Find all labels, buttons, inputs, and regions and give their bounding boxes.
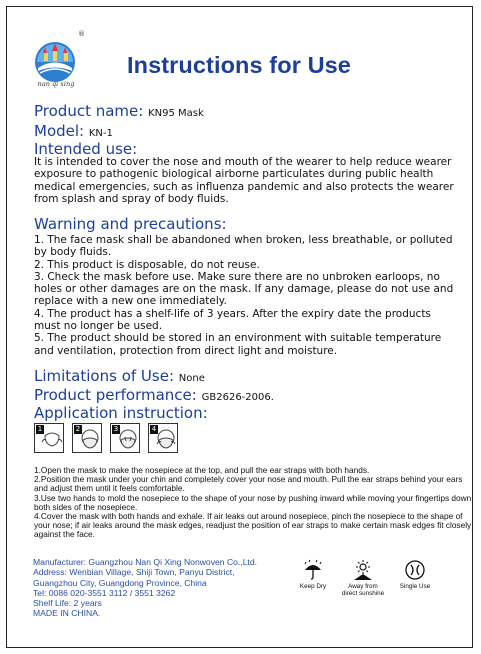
step-number: 3 xyxy=(113,425,119,433)
application-step: 1.Open the mask to make the nosepiece at the top, and pull the ear straps with both hands. xyxy=(34,465,370,475)
registered-mark: ® xyxy=(78,30,85,38)
product-name-value: KN95 Mask xyxy=(148,108,204,119)
performance-value: GB2626-2006. xyxy=(201,392,274,403)
page-title: Instructions for Use xyxy=(127,52,351,78)
application-step: 2.Position the mask under your chin and completely cover your nose and mouth. Pull the ear straps behind your ears and adjust them until it feels comfortable. xyxy=(34,474,463,494)
step-4-illustration xyxy=(148,423,178,453)
step-3-illustration xyxy=(110,423,140,453)
performance-label: Product performance: xyxy=(34,386,197,404)
model-label: Model: xyxy=(34,122,85,140)
away-from-sunshine-symbol xyxy=(333,559,393,597)
step-number: 2 xyxy=(75,425,81,433)
umbrella-icon xyxy=(302,559,324,581)
manufacturer-line: Address: Wenbian Village, Shiji Town, Panyu District, xyxy=(33,567,235,578)
manufacturer-line: Tel: 0086 020-3551 3112 / 3551 3262 xyxy=(33,587,176,598)
step-number: 4 xyxy=(151,425,157,433)
application-step: 3.Use two hands to mold the nosepiece to the shape of your nose by pushing inward while moving your fingertips down both sides of the nosepiece. xyxy=(34,492,472,512)
mask-hands-icon xyxy=(41,428,63,452)
face-mask-icon xyxy=(117,428,139,452)
intended-use-text: It is intended to cover the nose and mouth of the wearer to help reduce wearer exposure to pathogenic biological airborne particulates during public health medical emergencies, such as influenza pandemic and also protects the wearer from splash and spray of body fluids. xyxy=(34,156,454,205)
warning-heading: Warning and precautions: xyxy=(34,215,227,233)
intended-use-heading: Intended use: xyxy=(34,140,138,158)
application-steps-illustrations xyxy=(34,423,178,453)
manufacturer-line: Guangzhou City, Guangdong Province, China xyxy=(33,577,207,588)
limitations-value: None xyxy=(178,373,205,384)
application-steps-text xyxy=(34,466,474,540)
away-from-label-1: Away from xyxy=(348,583,378,590)
warning-item: 3. Check the mask before use. Make sure there are no unbroken earloops, no holes or other damages are on the mask. If any damage, please do not use and replace with a new one immediately. xyxy=(34,270,454,308)
step-1-illustration xyxy=(34,423,64,453)
warning-item: 4. The product has a shelf-life of 3 years. After the expiry date the products must no longer be used. xyxy=(34,307,431,333)
face-mask-icon xyxy=(155,428,177,452)
application-heading: Application instruction: xyxy=(34,404,208,422)
manufacturer-line: Manufacturer: Guangzhou Nan Qi Xing Nonwoven Co.,Ltd. xyxy=(33,557,258,567)
manufacturer-line: MADE IN CHINA. xyxy=(33,608,101,619)
product-name-row xyxy=(34,103,204,122)
do-not-reuse-icon xyxy=(404,559,426,581)
warning-item: 2. This product is disposable, do not reuse. xyxy=(34,258,260,271)
manufacturer-line: Shelf Life: 2 years xyxy=(33,598,102,609)
step-number: 1 xyxy=(37,425,43,433)
limitations-label: Limitations of Use: xyxy=(34,367,174,385)
away-from-label-2: direct sunshine xyxy=(341,590,385,597)
product-name-label: Product name: xyxy=(34,102,144,120)
single-use-label: Single Use xyxy=(399,583,431,590)
warning-item: 5. The product should be stored in an environment with suitable temperature and ventilation, protection from direct light and moisture. xyxy=(34,332,442,357)
step-2-illustration xyxy=(72,423,102,453)
sun-shade-icon xyxy=(352,559,374,581)
face-mask-icon xyxy=(79,428,101,452)
limitations-row xyxy=(34,368,205,387)
single-use-symbol xyxy=(385,559,445,590)
logo-brand-text: nan qi xing xyxy=(37,80,75,88)
application-step: 4.Cover the mask with both hands and exhale. If air leaks out around nosepiece, pinch the nosepiece to the shape of your nose; if air leaks around the mask edges, readjust the position of ear straps to make certain mask edges fit closely against the face. xyxy=(34,511,472,540)
model-value: KN-1 xyxy=(88,128,113,139)
warning-list xyxy=(34,234,458,357)
keep-dry-label: Keep Dry xyxy=(299,583,327,590)
manufacturer-info xyxy=(33,557,293,619)
warning-item: 1. The face mask shall be abandoned when broken, less breathable, or polluted by body fluids. xyxy=(34,234,453,259)
